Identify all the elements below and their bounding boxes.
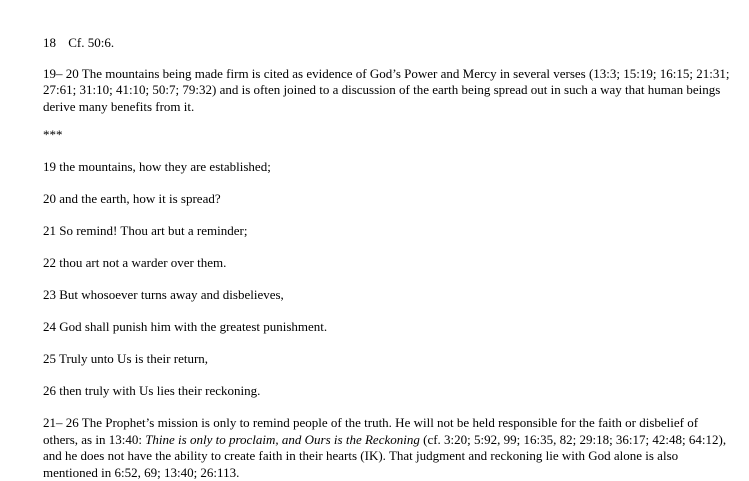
- document-page: [43, 35, 733, 481]
- verse-24: 24 God shall punish him with the greatest punishment.: [43, 319, 328, 334]
- commentary-21-26: [43, 415, 733, 481]
- footnote-number: 18: [43, 35, 56, 50]
- commentary-text-end: (cf. 3:20; 5:92, 99; 16:35, 82; 29:18; 36:17; 42:48; 64:12), and he does not have the ability to create faith in their hearts (IK). That judgment and reckoning lie with God alone is also mentioned in 6:52, 69; 13:40; 26:113.: [43, 431, 727, 480]
- commentary-19-20: 19– 20 The mountains being made firm is cited as evidence of God’s Power and Mercy in several verses (13:3; 15:19; 16:15; 21:31; 27:61; 31:10; 41:10; 50:7; 79:32) and is often joined to a discussion of the earth being spread out in such a way that human beings derive many benefits from it.: [43, 65, 730, 114]
- footnote-text: Cf. 50:6.: [68, 35, 115, 50]
- verse-25: 25 Truly unto Us is their return,: [43, 351, 209, 366]
- verse-22: 22 thou art not a warder over them.: [43, 255, 227, 270]
- quoted-verse: Thine is only to proclaim, and Ours is the Reckoning: [145, 431, 420, 447]
- footnote-18: [43, 35, 733, 52]
- section-separator: ***: [43, 127, 63, 142]
- verse-21: 21 So remind! Thou art but a reminder;: [43, 223, 248, 238]
- verse-20: 20 and the earth, how it is spread?: [43, 191, 221, 206]
- verse-19: 19 the mountains, how they are established;: [43, 159, 271, 174]
- verse-26: 26 then truly with Us lies their reckoning.: [43, 383, 261, 398]
- commentary-text-start: 21– 26 The Prophet’s mission is only to remind people of the truth. He will not be held responsible for the faith or disbelief of others, as in 13:40:: [43, 415, 699, 447]
- verse-23: 23 But whosoever turns away and disbelieves,: [43, 287, 284, 302]
